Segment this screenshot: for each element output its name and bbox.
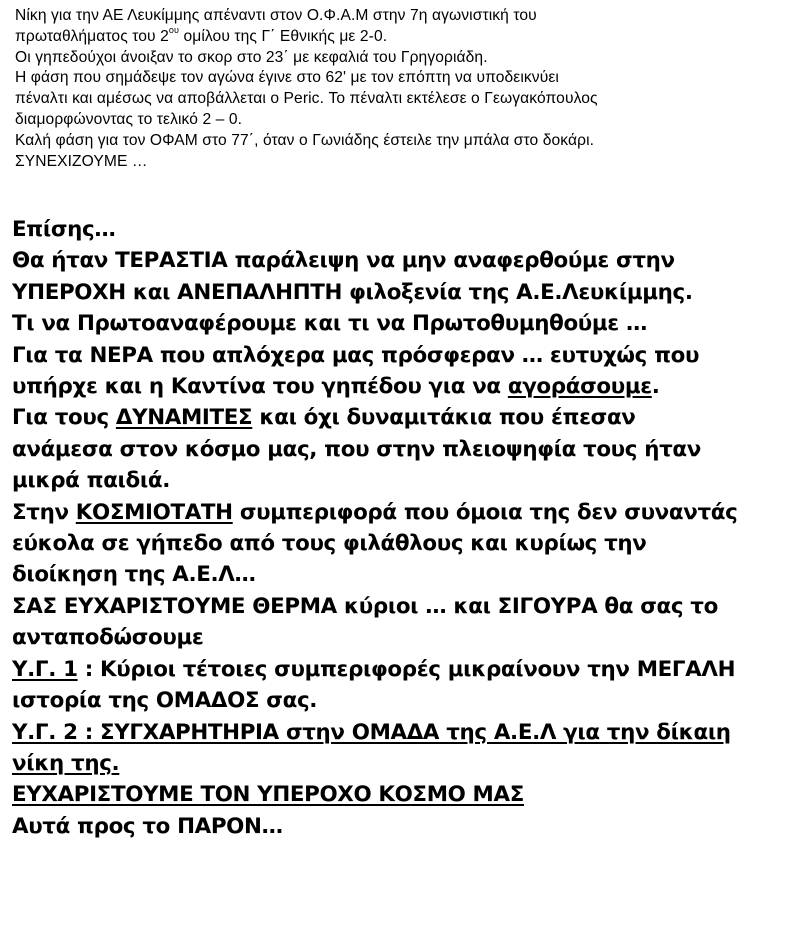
ordinal-superscript: ου <box>168 24 180 35</box>
message-line: ανταποδώσουμε <box>12 625 204 651</box>
report-line: Καλή φάση για τον ΟΦΑΜ στο 77΄, όταν ο Γωνιάδης έστειλε την μπάλα στο δοκάρι. <box>15 131 595 149</box>
message-line <box>12 654 792 685</box>
match-report <box>15 6 790 172</box>
report-line: Νίκη για την ΑΕ Λευκίμμης απέναντι στον Ο.Φ.Α.Μ στην 7η αγωνιστική του <box>15 7 537 24</box>
message-line <box>12 497 792 528</box>
message-line: Θα ήταν ΤΕΡΑΣΤΙΑ παράλειψη να μην αναφερθούμε στην <box>12 248 675 274</box>
ps2-text: νίκη της. <box>12 750 120 776</box>
message-line: μικρά παιδιά. <box>12 468 170 494</box>
message-line: Επίσης… <box>12 217 116 242</box>
thanks-fans-line: ΕΥΧΑΡΙΣΤΟΥΜΕ ΤΟΝ ΥΠΕΡΟΧΟ ΚΟΣΜΟ ΜΑΣ <box>12 782 524 808</box>
report-line: διαμορφώνοντας το τελικό 2 – 0. <box>15 110 243 128</box>
report-line <box>15 24 790 48</box>
message-line: Για τα ΝΕΡΑ που απλόχερα μας πρόσφεραν … ευτυχώς που <box>12 342 700 368</box>
report-line: ΣΥΝΕΧΙΖΟΥΜΕ … <box>15 152 148 170</box>
message-line <box>12 402 792 433</box>
underlined-word: ΔΥΝΑΜΙΤΕΣ <box>115 405 253 431</box>
message-text: υπήρχε και η Καντίνα του γηπέδου για να <box>12 374 508 400</box>
underlined-word: αγοράσουμε <box>507 374 652 400</box>
message-text: Στην <box>12 499 76 525</box>
message-line: ανάμεσα στον κόσμο μας, που στην πλειοψηφία τους ήταν <box>12 436 701 462</box>
report-line: Οι γηπεδούχοι άνοιξαν το σκορ στο 23΄ με κεφαλιά του Γρηγοριάδη. <box>15 48 488 66</box>
report-text: πρωταθλήματος του 2 <box>15 27 169 45</box>
ps2-text: Υ.Γ. 2 : ΣΥΓΧΑΡΗΤΗΡΙΑ στην ΟΜΑΔΑ της Α.Ε.Λ για την δίκαιη <box>12 719 731 745</box>
message-text: : Κύριοι τέτοιες συμπεριφορές μικραίνουν την ΜΕΓΑΛΗ <box>77 656 736 682</box>
message-text: . <box>651 374 660 400</box>
ps1-label: Υ.Γ. 1 <box>12 656 78 682</box>
message-line <box>12 717 792 748</box>
message-text: Για τους <box>12 405 116 431</box>
report-line: Η φάση που σημάδεψε τον αγώνα έγινε στο 62' με τον επόπτη να υποδεικνύει <box>15 69 559 87</box>
underlined-word: ΚΟΣΜΙΟΤΑΤΗ <box>75 499 233 525</box>
message-line: εύκολα σε γήπεδο από τους φιλάθλους και κυρίως την <box>12 531 647 557</box>
message-line: ιστορία της ΟΜΑΔΟΣ σας. <box>12 688 318 714</box>
message-line: ΣΑΣ ΕΥΧΑΡΙΣΤΟΥΜΕ ΘΕΡΜΑ κύριοι … και ΣΙΓΟΥΡΑ θα σας το <box>12 593 718 619</box>
thank-you-message <box>12 214 792 842</box>
report-text: ομίλου της Γ΄ Εθνικής με 2-0. <box>179 27 388 45</box>
message-line: Τι να Πρωτοαναφέρουμε και τι να Πρωτοθυμηθούμε … <box>12 311 647 337</box>
message-line: Αυτά προς το ΠΑΡΟΝ… <box>12 813 283 839</box>
message-text: και όχι δυναμιτάκια που έπεσαν <box>252 405 636 431</box>
message-line: διοίκηση της Α.Ε.Λ… <box>12 562 256 588</box>
message-text: συμπεριφορά που όμοια της δεν συναντάς <box>232 499 738 525</box>
message-line <box>12 371 792 402</box>
message-line: ΥΠΕΡΟΧΗ και ΑΝΕΠΑΛΗΠΤΗ φιλοξενία της Α.Ε.Λευκίμμης. <box>12 279 693 305</box>
message-line <box>12 748 792 779</box>
report-line: πέναλτι και αμέσως να αποβάλλεται ο Peric. Το πέναλτι εκτέλεσε ο Γεωγακόπουλος <box>15 90 598 108</box>
message-line <box>12 779 792 810</box>
